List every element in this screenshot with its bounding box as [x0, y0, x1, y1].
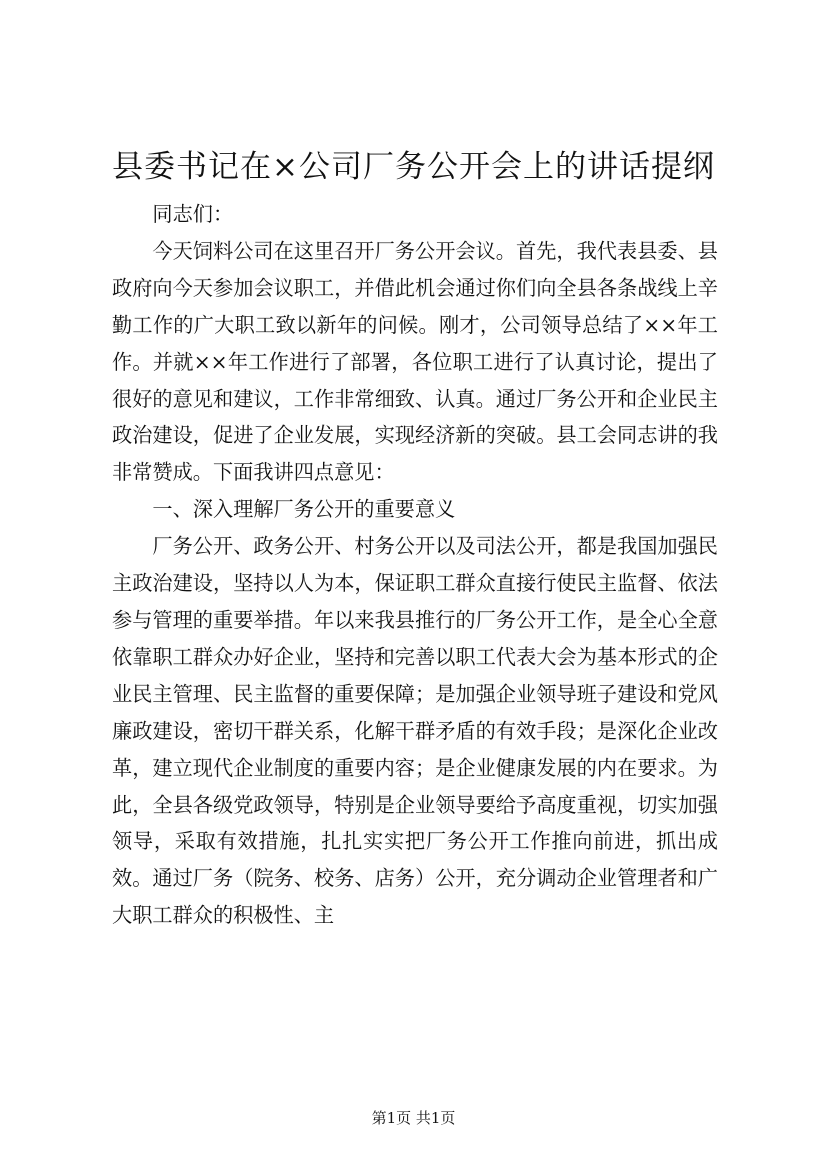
section-heading: 一、深入理解厂务公开的重要意义 — [152, 497, 456, 522]
salutation-paragraph: 同志们： — [152, 202, 234, 226]
page-footer: 第1页 共1页 — [371, 1109, 456, 1127]
section-paragraph: 厂务公开、政务公开、村务公开以及司法公开，都是我国加强民主政治建设，坚持以人为本，保证职工群众直接行使民主监督、依法参与管理的重要举措。年以来我县推行的厂务公开工作，是全心全意依靠职工群众办好企业，坚持和完善以职工代表大会为基本形式的企业民主管理、民主监督的重要保障；是加强企业领导班子建设和党风廉政建设，密切干群关系，化解干群矛盾的有效手段；是深化企业改革，建立现代企业制度的重要内容；是企业健康发展的内在要求。为此，全县各级党政领导，特别是企业领导要给予高度重视，切实加强领导，采取有效措施，扎扎实实把厂务公开工作推向前进，抓出成效。通过厂务（院务、校务、店务）公开，充分调动企业管理者和广大职工群众的积极性、主 — [112, 534, 718, 928]
opening-paragraph: 今天饲料公司在这里召开厂务公开会议。首先，我代表县委、县政府向今天参加会议职工，并借此机会通过你们向全县各条战线上辛勤工作的广大职工致以新年的问候。刚才，公司领导总结了××年工作。并就××年工作进行了部署，各位职工进行了认真讨论，提出了很好的意见和建议，工作非常细致、认真。通过厂务公开和企业民主政治建设，促进了企业发展，实现经济新的突破。县工会同志讲的我非常赞成。下面我讲四点意见： — [112, 238, 718, 485]
document-title: 县委书记在×公司厂务公开会上的讲话提纲 — [112, 149, 715, 185]
document-body — [112, 196, 718, 934]
